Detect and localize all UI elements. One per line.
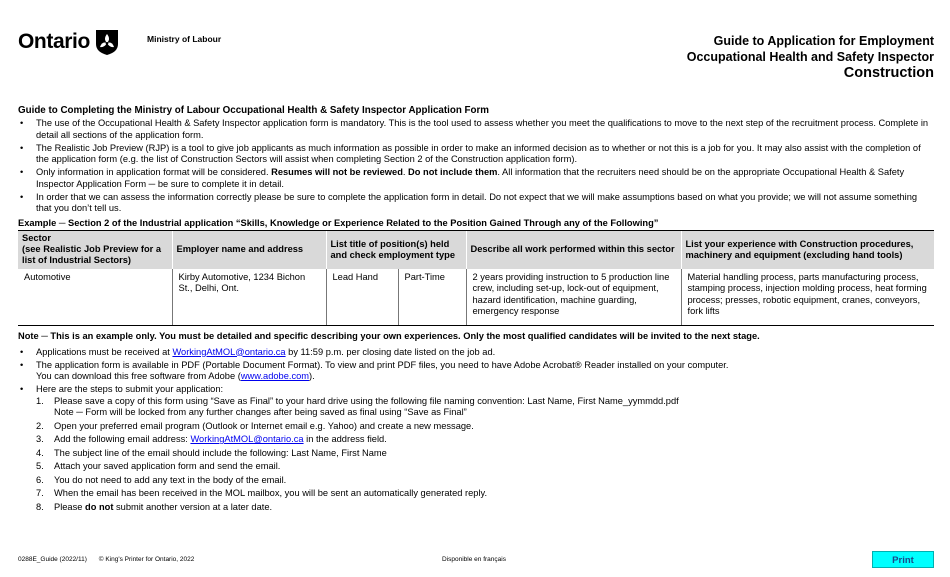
submit-bullet-1 xyxy=(18,347,934,359)
bullet-3-resumes: Resumes will not be reviewed xyxy=(271,167,403,177)
submit-bullet-3 xyxy=(18,384,934,513)
list-item xyxy=(36,461,934,473)
list-item xyxy=(36,434,934,446)
header-sector: Sector (see Realistic Job Preview for a list of Industrial Sectors) xyxy=(18,230,172,269)
header-employer: Employer name and address xyxy=(172,230,326,269)
step-number: 4. xyxy=(36,447,44,458)
submit-1-post: by 11:59 p.m. per closing date listed on the job ad. xyxy=(285,346,496,357)
step-number: 7. xyxy=(36,488,44,498)
step-number: 5. xyxy=(36,461,44,471)
submit-2-line1: • The application form is available in PDF (Portable Document Format). To view and print PDF files, you need to have Adobe Acrobat® Reader installed on your computer. xyxy=(36,359,729,370)
guide-bullet-3 xyxy=(18,167,934,190)
header-work: Describe all work performed within this sector xyxy=(466,230,681,269)
bullet-3-mid: . xyxy=(402,167,409,177)
submit-2-pre: You can download this free software from Adobe ( xyxy=(36,371,241,381)
guide-bullets xyxy=(18,118,934,215)
logo-wordmark: Ontario xyxy=(18,30,90,53)
trillium-icon xyxy=(94,28,120,56)
guide-bullet-2: • The Realistic Job Preview (RJP) is a tool to give job applicants as much information as possible in order to make an informed decision as to whether or not this is a job for you. It may also assist with the completion of the application form (e.g. the list of Construction Sectors will assist when completing Section 2 of the Construction application form). xyxy=(18,143,934,166)
bullet-3-post: . All information that the recruiters need should be on the appropriate Occupational Health & Safety Inspector Application Form ─ be sure to complete it in detail. xyxy=(36,167,905,189)
table-header-row xyxy=(18,230,934,269)
step-text: The subject line of the email should include the following: Last Name, First Name xyxy=(54,447,387,458)
submit-1-pre: Applications must be received at xyxy=(36,346,173,357)
ontario-logo xyxy=(18,28,120,56)
cell-experience: Material handling process, parts manufacturing process, stamping process, injection molding process, heat forming process; presses, robotic equipment, cranes, conveyors, fork lifts xyxy=(681,269,934,326)
guide-content xyxy=(18,105,934,515)
step-number: 2. xyxy=(36,420,44,431)
ministry-name: Ministry of Labour xyxy=(147,34,222,44)
submit-2-line2 xyxy=(36,371,934,383)
title-line-2: Occupational Health and Safety Inspector xyxy=(686,50,934,64)
cell-work: 2 years providing instruction to 5 production line crew, including set-up, lock-out of equipment, hazard identification, machine guarding, emergency response xyxy=(466,269,681,326)
cell-position-title: Lead Hand xyxy=(326,269,398,326)
guide-bullet-4: • In order that we can assess the information correctly please be sure to complete the application form in detail. Do not expect that we will make assumptions based on what you provide; we will not assume something that you don’t tell us. xyxy=(18,192,934,215)
list-item xyxy=(36,502,934,514)
step-text-pre: Add the following email address: xyxy=(54,434,191,444)
copyright: © King's Printer for Ontario, 2022 xyxy=(98,556,195,563)
step-text-pre: Please xyxy=(54,501,86,512)
steps-list xyxy=(36,396,934,514)
form-id: 0288E_Guide (2022/11) xyxy=(18,556,87,563)
list-item xyxy=(36,448,934,460)
french-availability: Disponible en français xyxy=(442,556,506,563)
submit-3-text: • Here are the steps to submit your application: xyxy=(36,384,224,394)
adobe-link[interactable]: www.adobe.com xyxy=(240,371,310,381)
example-title: Example ─ Section 2 of the Industrial application “Skills, Knowledge or Experience Related to the Position Gained Through any of the Following” xyxy=(18,217,659,228)
cell-employer: Kirby Automotive, 1234 Bichon St., Delhi, Ont. xyxy=(172,269,326,326)
step-note: Note ─ Form will be locked from any further changes after being saved as final using “Save as Final” xyxy=(54,407,467,417)
step-text-bold: do not xyxy=(85,501,114,512)
cell-sector: Automotive xyxy=(18,269,172,326)
list-item xyxy=(36,421,934,433)
step-email-link[interactable]: WorkingAtMOL@ontario.ca xyxy=(190,434,304,444)
list-item xyxy=(36,396,934,419)
step-text: When the email has been received in the MOL mailbox, you will be sent an automatically generated reply. xyxy=(54,488,488,498)
step-number: 3. xyxy=(36,434,44,444)
step-text: You do not need to add any text in the body of the email. xyxy=(54,474,287,485)
guide-bullet-1: • The use of the Occupational Health & Safety Inspector application form is mandatory. This is the tool used to assess whether you meet the qualifications to move to the next step of the recruitment process. Complete in detail all sections of the application form. xyxy=(18,118,934,141)
step-text-post: submit another version at a later date. xyxy=(113,501,273,512)
title-line-3: Construction xyxy=(843,65,934,81)
step-text: Attach your saved application form and send the email. xyxy=(54,461,281,471)
step-number: 8. xyxy=(36,501,44,512)
footer xyxy=(18,556,204,563)
step-number: 1. xyxy=(36,395,44,406)
email-link[interactable]: WorkingAtMOL@ontario.ca xyxy=(172,346,286,357)
header-position: List title of position(s) held and check employment type xyxy=(326,230,466,269)
submit-bullet-2 xyxy=(18,360,934,383)
title-line-1: Guide to Application for Employment xyxy=(713,34,934,48)
list-item xyxy=(36,475,934,487)
bullet-3-do-not-include: Do not include them xyxy=(408,167,498,177)
cell-employment-type: Part-Time xyxy=(398,269,466,326)
step-text: Please save a copy of this form using “Save as Final” to your hard drive using the following file naming convention: Last Name, First Name_yymmdd.pdf xyxy=(54,395,679,406)
step-text-post: in the address field. xyxy=(303,434,387,444)
step-text: Open your preferred email program (Outlook or Internet email e.g. Yahoo) and create a new message. xyxy=(54,420,474,431)
list-item xyxy=(36,488,934,500)
print-button[interactable]: Print xyxy=(872,551,934,568)
submit-bullets xyxy=(18,347,934,514)
example-note: Note ─ This is an example only. You must be detailed and specific describing your own experiences. Only the most qualified candidates will be invited to the next stage. xyxy=(18,330,760,341)
step-number: 6. xyxy=(36,474,44,485)
document-title xyxy=(687,33,934,82)
table-row xyxy=(18,269,934,326)
bullet-3-pre: Only information in application format will be considered. xyxy=(36,167,272,177)
guide-heading: Guide to Completing the Ministry of Labour Occupational Health & Safety Inspector Application Form xyxy=(18,105,490,116)
submit-2-post: ). xyxy=(309,371,315,381)
example-table xyxy=(18,230,934,326)
header-experience: List your experience with Construction procedures, machinery and equipment (excluding hand tools) xyxy=(681,230,934,269)
